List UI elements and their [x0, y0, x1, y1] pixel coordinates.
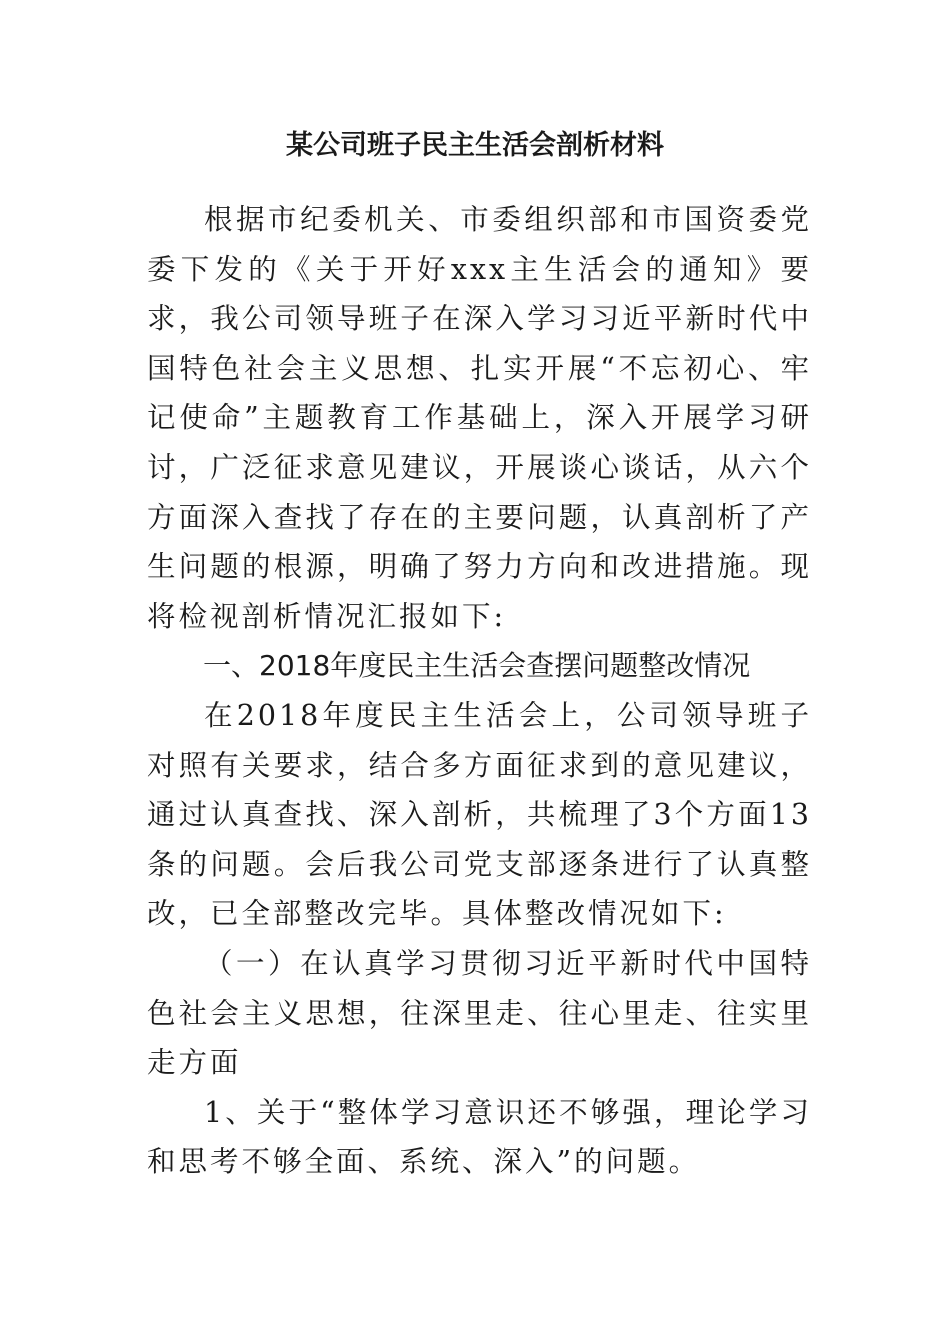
item-1-paragraph: 1、关于“整体学习意识还不够强，理论学习和思考不够全面、系统、深入”的问题。: [147, 1095, 812, 1179]
section-heading-1: 一、2018年度民主生活会查摆问题整改情况: [203, 649, 751, 683]
subsection-heading-1: （一）在认真学习贯彻习近平新时代中国特色社会主义思想，往深里走、往心里走、往实里走方面: [147, 946, 812, 1080]
section-1-paragraph: 在2018年度民主生活会上，公司领导班子对照有关要求，结合多方面征求到的意见建议，通过认真查找、深入剖析，共梳理了3个方面13条的问题。会后我公司党支部逐条进行了认真整改，已全部整改完毕。具体整改情况如下:: [147, 698, 812, 931]
document-body: [147, 195, 812, 1187]
intro-paragraph: 根据市纪委机关、市委组织部和市国资委党委下发的《关于开好xxx主生活会的通知》要求，我公司领导班子在深入学习习近平新时代中国特色社会主义思想、扎实开展“不忘初心、牢记使命”主题教育工作基础上，深入开展学习研讨，广泛征求意见建议，开展谈心谈话，从六个方面深入查找了存在的主要问题，认真剖析了产生问题的根源，明确了努力方向和改进措施。现将检视剖析情况汇报如下:: [147, 203, 812, 633]
document-title: 某公司班子民主生活会剖析材料: [286, 130, 664, 161]
